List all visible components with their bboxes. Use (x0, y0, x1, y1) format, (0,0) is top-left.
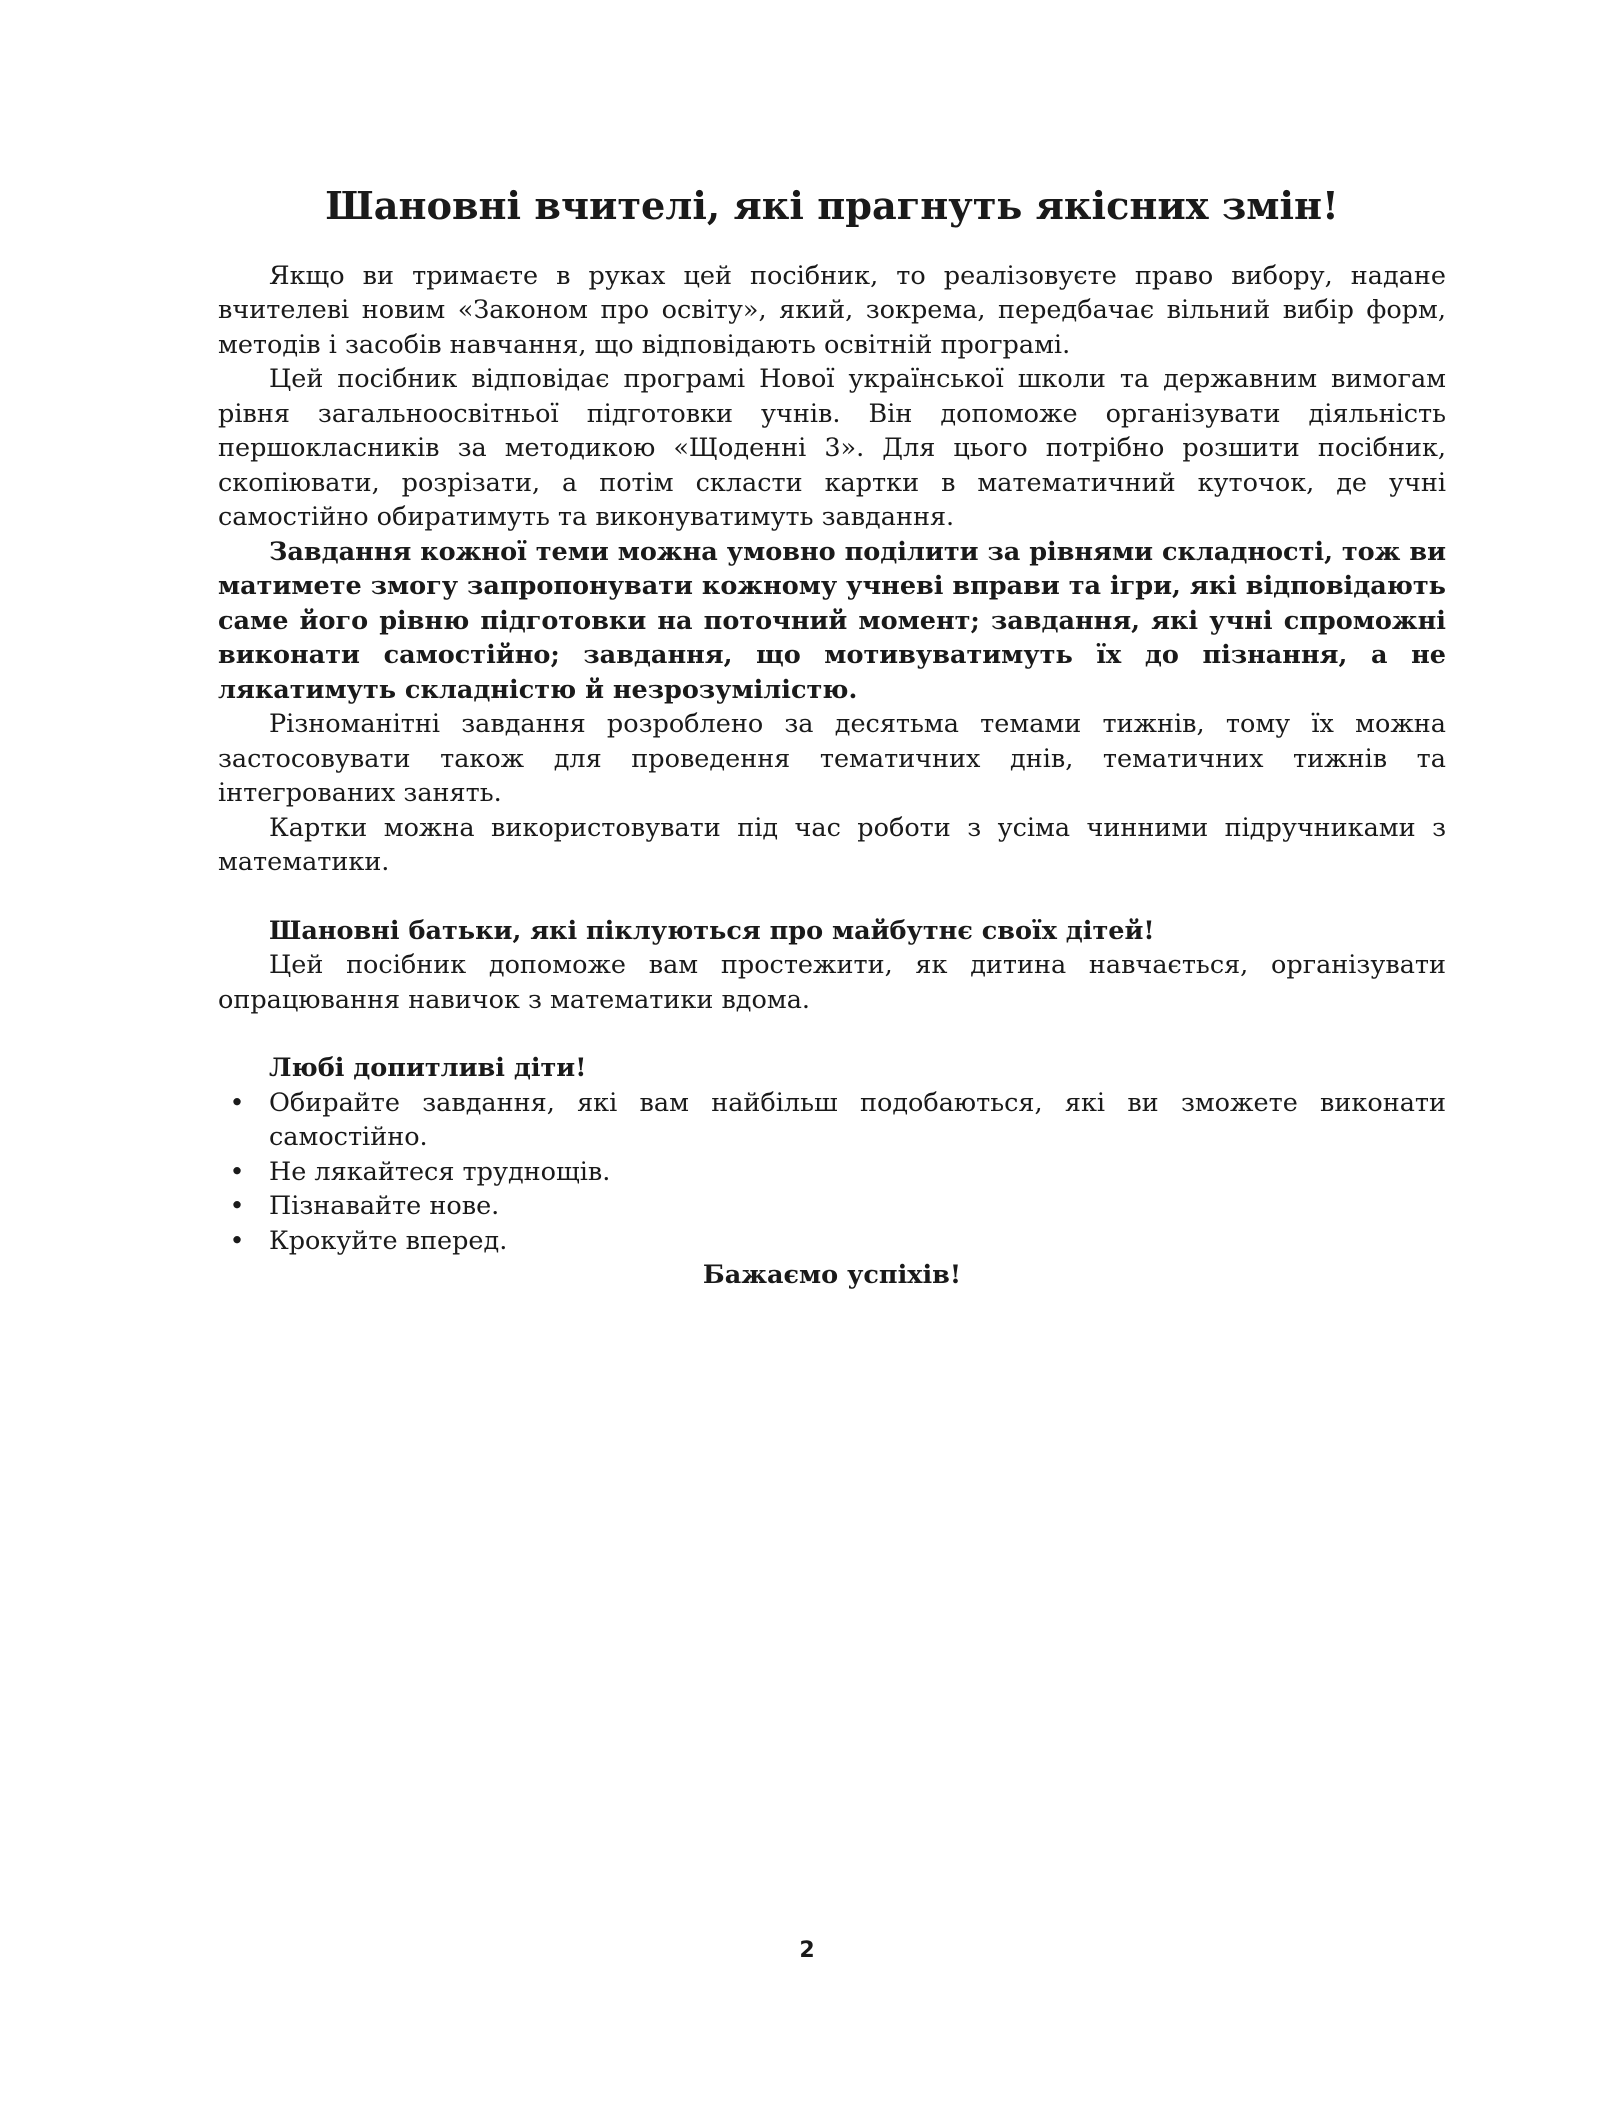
teachers-paragraph-5: Картки можна використовувати під час роботи з усіма чинними підручниками з математики. (218, 812, 1446, 877)
bullet-icon: • (229, 1191, 245, 1221)
teachers-heading: Шановні вчителі, які прагнуть якісних змін! (325, 184, 1339, 229)
bullet-icon: • (229, 1087, 245, 1118)
bullet-item (218, 1155, 1446, 1190)
parents-heading: Шановні батьки, які піклуються про майбутнє своїх дітей! (269, 915, 1155, 946)
children-bullet-list (218, 1086, 1446, 1259)
bullet-icon: • (229, 1156, 245, 1187)
bullet-item (218, 1189, 1446, 1224)
bullet-icon: • (229, 1225, 245, 1256)
teachers-paragraph-1: Якщо ви тримаєте в руках цей посібник, то реалізовуєте право вибору, надане вчителеві новим «Законом про освіту», який, зокрема, передбачає вільний вибір форм, методів і засобів навчання, що відповідають освітній програмі. (218, 260, 1446, 360)
page-number: 2 (799, 1938, 815, 1963)
teachers-paragraph-2: Цей посібник відповідає програмі Нової української школи та державним вимогам рівня загальноосвітньої підготовки учнів. Він допоможе організувати діяльність першокласників за методикою «Щоденні 3». Для цього потрібно розшити посібник, скопіювати, розрізати, а потім скласти картки в математичний куточок, де учні самостійно обиратимуть та виконуватимуть завдання. (218, 364, 1446, 532)
bullet-text: Обирайте завдання, які вам найбільш подобаються, які ви зможете виконати самостійно. (269, 1087, 1446, 1152)
bullet-item (218, 1086, 1446, 1155)
bullet-text: Крокуйте вперед. (269, 1225, 508, 1256)
parents-paragraph: Цей посібник допоможе вам простежити, як дитина навчається, організувати опрацювання навичок з математики вдома. (218, 950, 1446, 1015)
closing-wish: Бажаємо успіхів! (702, 1260, 962, 1290)
teachers-paragraph-4: Різноманітні завдання розроблено за десятьма темами тижнів, тому їх можна застосовувати також для проведення тематичних днів, тематичних тижнів та інтегрованих занять. (218, 709, 1446, 808)
teachers-paragraph-3-bold: Завдання кожної теми можна умовно поділити за рівнями складності, тож ви матимете змогу запропонувати кожному учневі вправи та ігри, які відповідають саме його рівню підготовки на поточний момент; завдання, які учні спроможні виконати самостійно; завдання, що мотивуватимуть їх до пізнання, а не лякатимуть складністю й незрозумілістю. (218, 536, 1446, 705)
bullet-item (218, 1224, 1446, 1259)
children-heading: Любі допитливі діти! (269, 1053, 587, 1083)
bullet-text: Не лякайтеся труднощів. (269, 1156, 611, 1187)
page-content (218, 184, 1446, 1293)
bullet-text: Пізнавайте нове. (269, 1191, 500, 1221)
